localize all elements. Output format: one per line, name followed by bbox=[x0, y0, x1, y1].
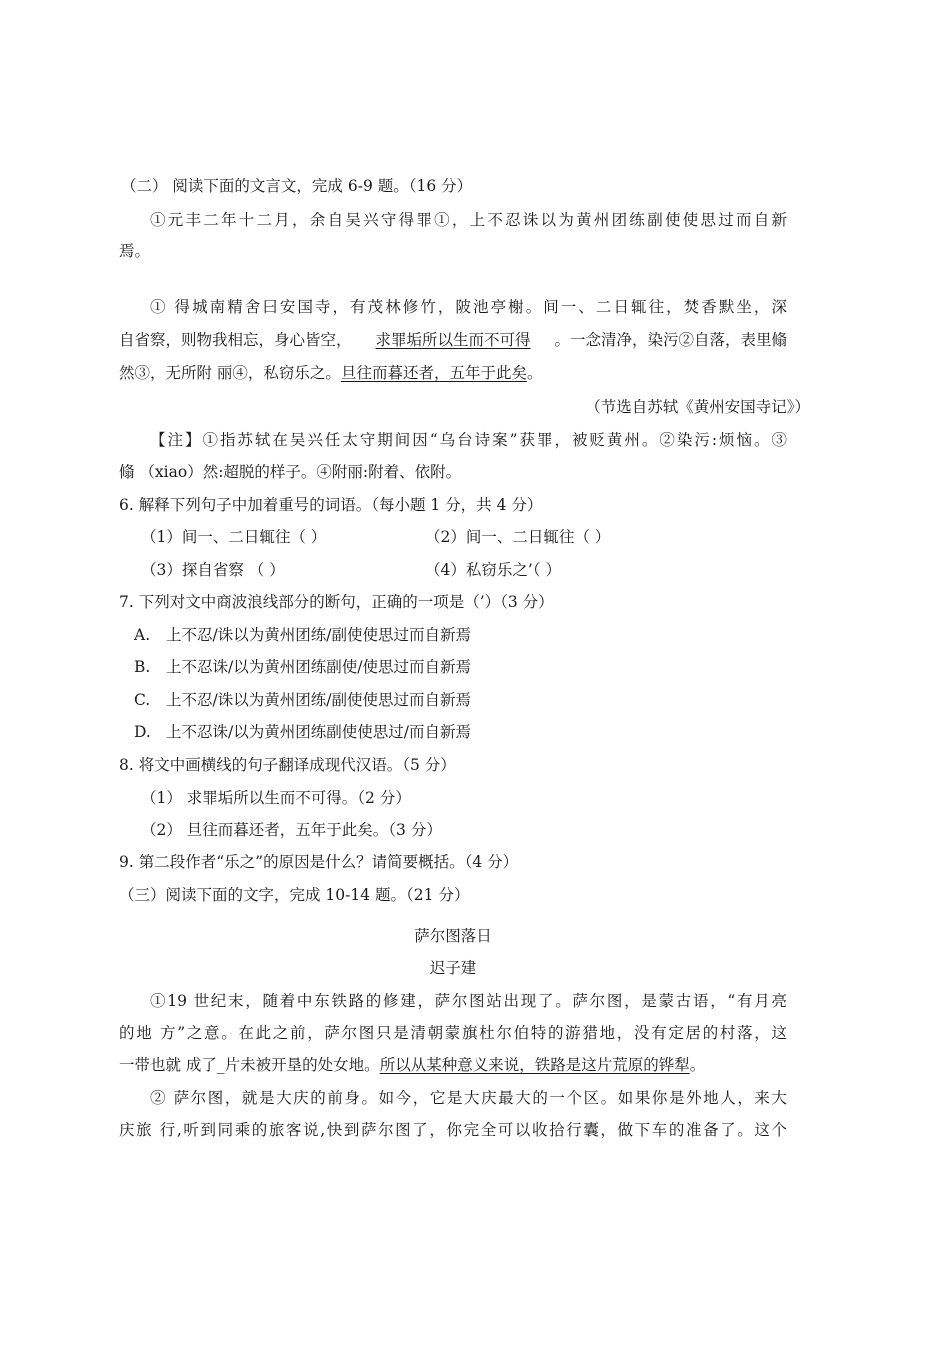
q9-stem: 9. 第二段作者“乐之”的原因是什么？请简要概括。（4 分） bbox=[119, 853, 519, 871]
q6-item1: （1）间一、二日辄往（ ） bbox=[141, 528, 327, 546]
underlined-sentence-1: 求罪垢所以生而不可得 bbox=[375, 331, 531, 349]
q8-stem: 8. 将文中画横线的句子翻译成现代汉语。（5 分） bbox=[119, 756, 456, 774]
para2-line1: ① 得城南精舍曰安国寺，有茂林修竹，陂池亭榭。间一、二日辄往，焚香默坐，深 bbox=[150, 298, 787, 316]
q6-item4: （4）私窃乐之’（ ） bbox=[425, 561, 561, 579]
q7-option-text: 上不忍诛/以为黄州团练副使/使思过而自新焉 bbox=[166, 658, 471, 676]
para1-line2: 焉。 bbox=[119, 242, 151, 260]
q7-option-d bbox=[134, 722, 471, 742]
article-p2-line1: ② 萨尔图，就是大庆的前身。如今，它是大庆最大的一个区。如果你是外地人，来大 bbox=[150, 1089, 787, 1107]
q7-option-text: 上不忍/诛以为黄州团练/副使使思过而自新焉 bbox=[166, 691, 471, 709]
article-p1-line3-c: 。 bbox=[689, 1056, 706, 1074]
note-line1: 【注】①指苏轼在吴兴任太守期间因“乌台诗案”获罪，被贬黄州。②染污:烦恼。③ bbox=[150, 431, 787, 449]
para2-line3-a: 然③，无所附 丽④，私窃乐之。 bbox=[119, 364, 341, 382]
q7-option-b bbox=[134, 657, 471, 677]
q6-item2: （2）间一、二日辄往（ ） bbox=[425, 528, 611, 546]
q8-item1: （1） 求罪垢所以生而不可得。（2 分） bbox=[141, 789, 411, 807]
article-title: 萨尔图落日 bbox=[414, 927, 492, 945]
q7-option-text: 上不忍诛/以为黄州团练副使使思过/而自新焉 bbox=[166, 723, 471, 741]
q6-item3: （3）探自省察 （ ） bbox=[141, 561, 285, 579]
underlined-sentence-2: 旦往而暮还者，五年于此矣 bbox=[340, 364, 527, 382]
q7-option-text: 上不忍/诛以为黄州团练/副使使思过而自新焉 bbox=[166, 626, 471, 644]
para2-line2-c: 。一念清净，染污②自落，表里翛 bbox=[554, 331, 787, 349]
q6-stem: 6. 解释下列句子中加着重号的词语。（每小题 1 分，共 4 分） bbox=[119, 496, 543, 514]
q7-option-letter: B. bbox=[134, 658, 151, 676]
q7-option-letter: C. bbox=[134, 691, 151, 709]
q7-stem: 7. 下列对文中商波浪线部分的断句，正确的一项是（’）（3 分） bbox=[119, 593, 554, 611]
article-p1-line1: ①19 世纪末，随着中东铁路的修建，萨尔图站出现了。萨尔图，是蒙古语，“有月亮 bbox=[150, 992, 787, 1010]
article-p2-line2: 庆旅 行,听到同乘的旅客说,快到萨尔图了，你完全可以收拾行囊，做下车的准备了。这个 bbox=[119, 1121, 787, 1139]
source-citation: （节选自苏轼《黄州安国寺记》） bbox=[585, 398, 810, 416]
q7-option-letter: D. bbox=[134, 723, 151, 741]
para2-line3 bbox=[119, 363, 542, 383]
q8-item2: （2） 旦往而暮还者，五年于此矣。（3 分） bbox=[141, 821, 442, 839]
section2-heading: （二） 阅读下面的文言文，完成 6-9 题。（16 分） bbox=[121, 177, 473, 195]
para2-line2 bbox=[119, 330, 787, 350]
para1-line1: ①元丰二年十二月，余自吴兴守得罪①，上不忍诛以为黄州团练副使使思过而自新 bbox=[150, 211, 787, 229]
article-p1-line3 bbox=[119, 1055, 705, 1075]
para2-line2-a: 自省察，则物我相忘，身心皆空， bbox=[119, 331, 352, 349]
note-line2: 翛 （xiao）然:超脱的样子。④附丽:附着、依附。 bbox=[119, 463, 462, 481]
article-author: 迟子建 bbox=[429, 959, 477, 977]
q7-option-letter: A. bbox=[134, 626, 151, 644]
q7-option-c bbox=[134, 690, 471, 710]
section3-heading: （三）阅读下面的文字，完成 10-14 题。（21 分） bbox=[119, 886, 470, 904]
q7-option-a bbox=[134, 625, 471, 645]
article-p1-line2: 的地 方”之意。在此之前，萨尔图只是清朝蒙旗杜尔伯特的游猎地，没有定居的村落，这 bbox=[119, 1024, 787, 1042]
para2-line3-c: 。 bbox=[526, 364, 543, 382]
article-p1-line3-a: 一带也就 成了_片未被开垦的处女地。 bbox=[119, 1056, 380, 1074]
underlined-sentence-3: 所以从某种意义来说，铁路是这片荒原的铧犁 bbox=[379, 1056, 690, 1074]
